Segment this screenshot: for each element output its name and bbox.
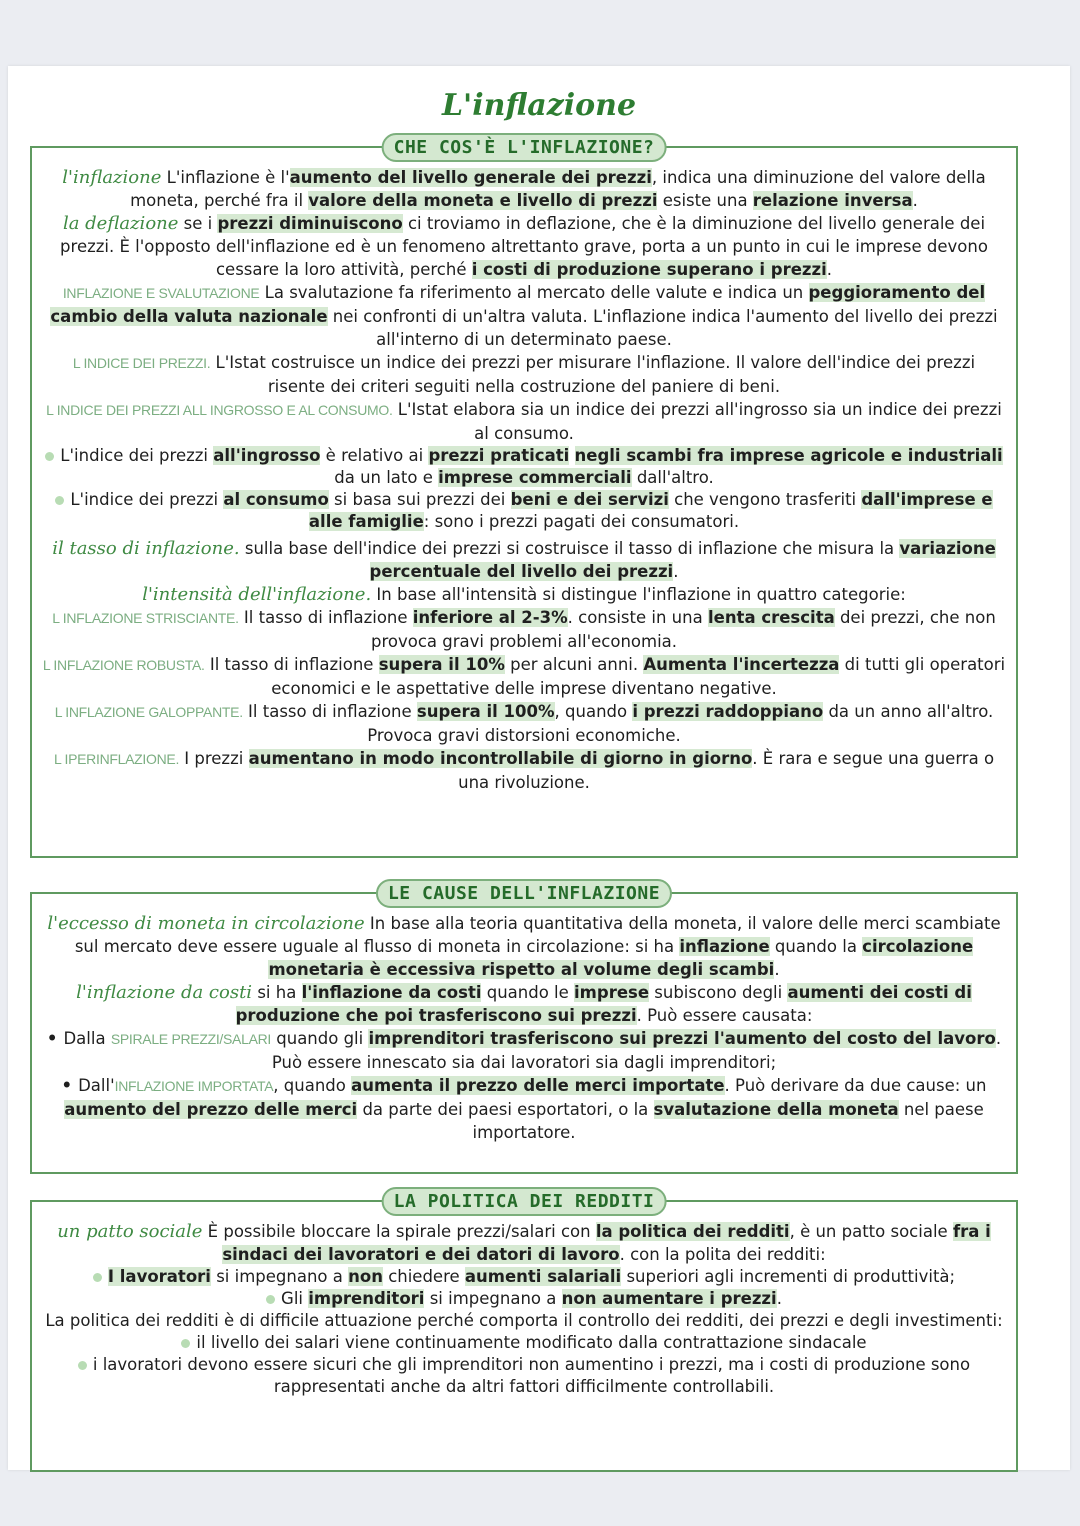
section-causes [30,883,1018,1174]
highlight: aumentano in modo incontrollabile di giorno in giorno [248,749,753,768]
highlight: svalutazione della moneta [653,1100,899,1119]
bullet-wages: il livello dei salari viene continuamente modificato dalla contrattazione sindacale [42,1332,1006,1354]
caps-label: L INFLAZIONE GALOPPANTE. [54,704,243,720]
bullet-workers: I lavoratori si impegnano a non chiedere aumenti salariali superiori agli incrementi di produttività; [42,1266,1006,1288]
highlight: prezzi praticati [428,446,570,465]
paragraph-excess-money: l'eccesso di moneta in circolazione In base alla teoria quantitativa della moneta, il valore delle merci scambiate sul mercato deve essere uguale al flusso di moneta in circolazione: si ha inflazione quando la circolazione monetaria è eccessiva rispetto al volume degli scambi. [47,913,1001,979]
highlight: negli scambi fra imprese agricole e industriali [574,446,1003,465]
caps-label: SPIRALE PREZZI/SALARI [110,1031,272,1047]
bullet-icon: • [46,1029,58,1048]
bullet-consumer: L'indice dei prezzi al consumo si basa sui prezzi dei beni e dei servizi che vengono trasferiti dall'imprese e alle famiglie: sono i prezzi pagati dei consumatori. [42,489,1006,533]
term-label: l'eccesso di moneta in circolazione [47,913,365,934]
bullet-dot-icon [55,496,64,505]
term-label: l'intensità dell'inflazione. [142,584,372,605]
paragraph-cost-inflation: l'inflazione da costi si ha l'inflazione da costi quando le imprese subiscono degli aumenti dei costi di produzione che poi trasferiscono sui prezzi. Può essere causata: [76,982,972,1025]
section-heading: LE CAUSE DELL'INFLAZIONE [376,879,672,908]
highlight: inflazione [679,937,770,956]
highlight: fra i sindaci dei lavoratori e dei datori di lavoro [222,1222,991,1264]
highlight: al consumo [223,490,329,509]
bullet-entrepreneurs: Gli imprenditori si impegnano a non aumentare i prezzi. [42,1288,1006,1310]
highlight: i costi di produzione superano i prezzi [471,260,827,279]
bullet-dot-icon [181,1339,190,1348]
notes-page [8,66,1070,1470]
highlight: aumento del prezzo delle merci [64,1100,358,1119]
highlight: Aumenta l'incertezza [643,655,840,674]
caps-label: L INDICE DEI PREZZI. [72,355,211,371]
paragraph-inflation-rate: il tasso di inflazione. sulla base dell'indice dei prezzi si costruisce il tasso di inflazione che misura la variazione percentuale del livello dei prezzi. [52,538,996,581]
bullet-imported-inflation: • Dall'INFLAZIONE IMPORTATA, quando aumenta il prezzo delle merci importate. Può derivare da due cause: un aumento del prezzo delle merci da parte dei paesi esportatori, o la svalutazione della moneta nel paese importatore. [61,1076,987,1142]
bullet-icon: • [61,1076,73,1095]
caps-label: L INDICE DEI PREZZI ALL INGROSSO E AL CONSUMO. [46,402,393,418]
highlight: aumenti salariali [464,1267,622,1286]
paragraph-intensity: l'intensità dell'inflazione. In base all'intensità si distingue l'inflazione in quattro categorie: [142,584,906,605]
section-heading: LA POLITICA DEI REDDITI [382,1187,667,1216]
highlight: aumenta il prezzo delle merci importate [351,1076,725,1095]
highlight: aumento del livello generale dei prezzi [289,168,652,187]
caps-label: INFLAZIONE IMPORTATA [114,1078,274,1094]
highlight: i prezzi raddoppiano [632,702,824,721]
term-label: il tasso di inflazione. [52,538,240,559]
bullet-dot-icon [93,1273,102,1282]
highlight: supera il 10% [378,655,505,674]
term-label: l'inflazione da costi [76,982,253,1003]
highlight: peggioramento del cambio della valuta nazionale [50,283,986,326]
bullet-dot-icon [45,452,54,461]
highlight: imprenditori [308,1289,425,1308]
section-income-policy [30,1191,1018,1472]
paragraph-devaluation: INFLAZIONE E SVALUTAZIONE La svalutazione fa riferimento al mercato delle valute e indica un peggioramento del cambio della valuta nazionale nei confronti di un'altra valuta. L'inflazione indica l'aumento del livello dei prezzi all'interno di un determinato paese. [50,283,998,349]
page-title: L'inflazione [441,88,637,123]
highlight: lenta crescita [707,608,835,627]
highlight: la politica dei redditi [595,1222,790,1241]
caps-label: INFLAZIONE E SVALUTAZIONE [62,285,260,301]
term-label: l'inflazione [62,167,162,188]
caps-label: L INFLAZIONE ROBUSTA. [42,657,205,673]
caps-label: L INFLAZIONE STRISCIANTE. [52,610,239,626]
highlight: relazione inversa [752,191,913,210]
section-what-is-inflation [30,137,1018,858]
highlight: imprenditori trasferiscono sui prezzi l'aumento del costo del lavoro [368,1029,996,1048]
bullet-wage-spiral: • Dalla SPIRALE PREZZI/SALARI quando gli imprenditori trasferiscono sui prezzi l'aumento del costo del lavoro. Può essere innescato sia dai lavoratori sia dagli imprenditori; [46,1029,1002,1072]
paragraph-galloping: L INFLAZIONE GALOPPANTE. Il tasso di inflazione supera il 100%, quando i prezzi raddoppiano da un anno all'altro. Provoca gravi distorsioni economiche. [54,702,994,745]
highlight: valore della moneta e livello di prezzi [308,191,658,210]
paragraph-creeping: L INFLAZIONE STRISCIANTE. Il tasso di inflazione inferiore al 2-3%. consiste in una lenta crescita dei prezzi, che non provoca gravi problemi all'economia. [52,608,996,651]
paragraph-wholesale-consumer-index: L INDICE DEI PREZZI ALL INGROSSO E AL CONSUMO. L'Istat elabora sia un indice dei prezzi all'ingrosso sia un indice dei prezzi al consumo. [46,400,1002,443]
highlight: l'inflazione da costi [301,983,482,1002]
bullet-wholesale: L'indice dei prezzi all'ingrosso è relativo ai prezzi praticati negli scambi fra imprese agricole e industriali da un lato e imprese commerciali dall'altro. [42,445,1006,489]
highlight: aumenti dei costi di produzione che poi trasferiscono sui prezzi [235,983,972,1025]
paragraph-social-pact: un patto sociale È possibile bloccare la spirale prezzi/salari con la politica dei redditi, è un patto sociale fra i sindaci dei lavoratori e dei datori di lavoro. con la polita dei redditi: [57,1221,991,1264]
section-heading: CHE COS'È L'INFLAZIONE? [382,133,667,162]
term-label: un patto sociale [57,1221,203,1242]
paragraph-robust: L INFLAZIONE ROBUSTA. Il tasso di inflazione supera il 10% per alcuni anni. Aumenta l'incertezza di tutti gli operatori economici e le aspettative delle imprese diventano negative. [42,655,1006,698]
paragraph-hyperinflation: L IPERINFLAZIONE. I prezzi aumentano in modo incontrollabile di giorno in giorno. È rara e segue una guerra o una rivoluzione. [53,749,995,792]
bullet-trust: i lavoratori devono essere sicuri che gli imprenditori non aumentino i prezzi, ma i costi di produzione sono rappresentati anche da altri fattori difficilmente controllabili. [42,1354,1006,1398]
highlight: prezzi diminuiscono [217,214,403,233]
highlight: beni e dei servizi [510,490,669,509]
highlight: imprese [574,983,650,1002]
paragraph-price-index: L INDICE DEI PREZZI. L'Istat costruisce un indice dei prezzi per misurare l'inflazione. Il valore dell'indice dei prezzi risente dei criteri seguiti nella costruzione del paniere di beni. [72,353,976,396]
highlight: non aumentare i prezzi [561,1289,777,1308]
highlight: inferiore al 2-3% [412,608,568,627]
highlight: supera il 100% [416,702,555,721]
term-label: la deflazione [62,213,179,234]
bullet-dot-icon [78,1361,87,1370]
bullet-dot-icon [266,1295,275,1304]
highlight: variazione percentuale del livello dei prezzi [369,539,996,581]
highlight: imprese commerciali [438,468,632,487]
highlight: dall'imprese e alle famiglie [308,490,993,531]
highlight: non [348,1267,383,1286]
caps-label: L IPERINFLAZIONE. [53,751,180,767]
highlight: circolazione monetaria è eccessiva rispetto al volume degli scambi [268,937,974,979]
highlight: I lavoratori [107,1267,211,1286]
paragraph-difficulty: La politica dei redditi è di difficile attuazione perché comporta il controllo dei redditi, dei prezzi e degli investimenti: [45,1311,1003,1330]
paragraph-inflation: l'inflazione L'inflazione è l'aumento del livello generale dei prezzi, indica una diminuzione del valore della moneta, perché fra il valore della moneta e livello di prezzi esiste una relazione inversa. [62,167,986,210]
paragraph-deflation: la deflazione se i prezzi diminuiscono ci troviamo in deflazione, che è la diminuzione del livello generale dei prezzi. È l'opposto dell'inflazione ed è un fenomeno altrettanto grave, porta a un punto in cui le imprese devono cessare la loro attività, perché i costi di produzione superano i prezzi. [60,213,988,279]
highlight: all'ingrosso [213,446,321,465]
